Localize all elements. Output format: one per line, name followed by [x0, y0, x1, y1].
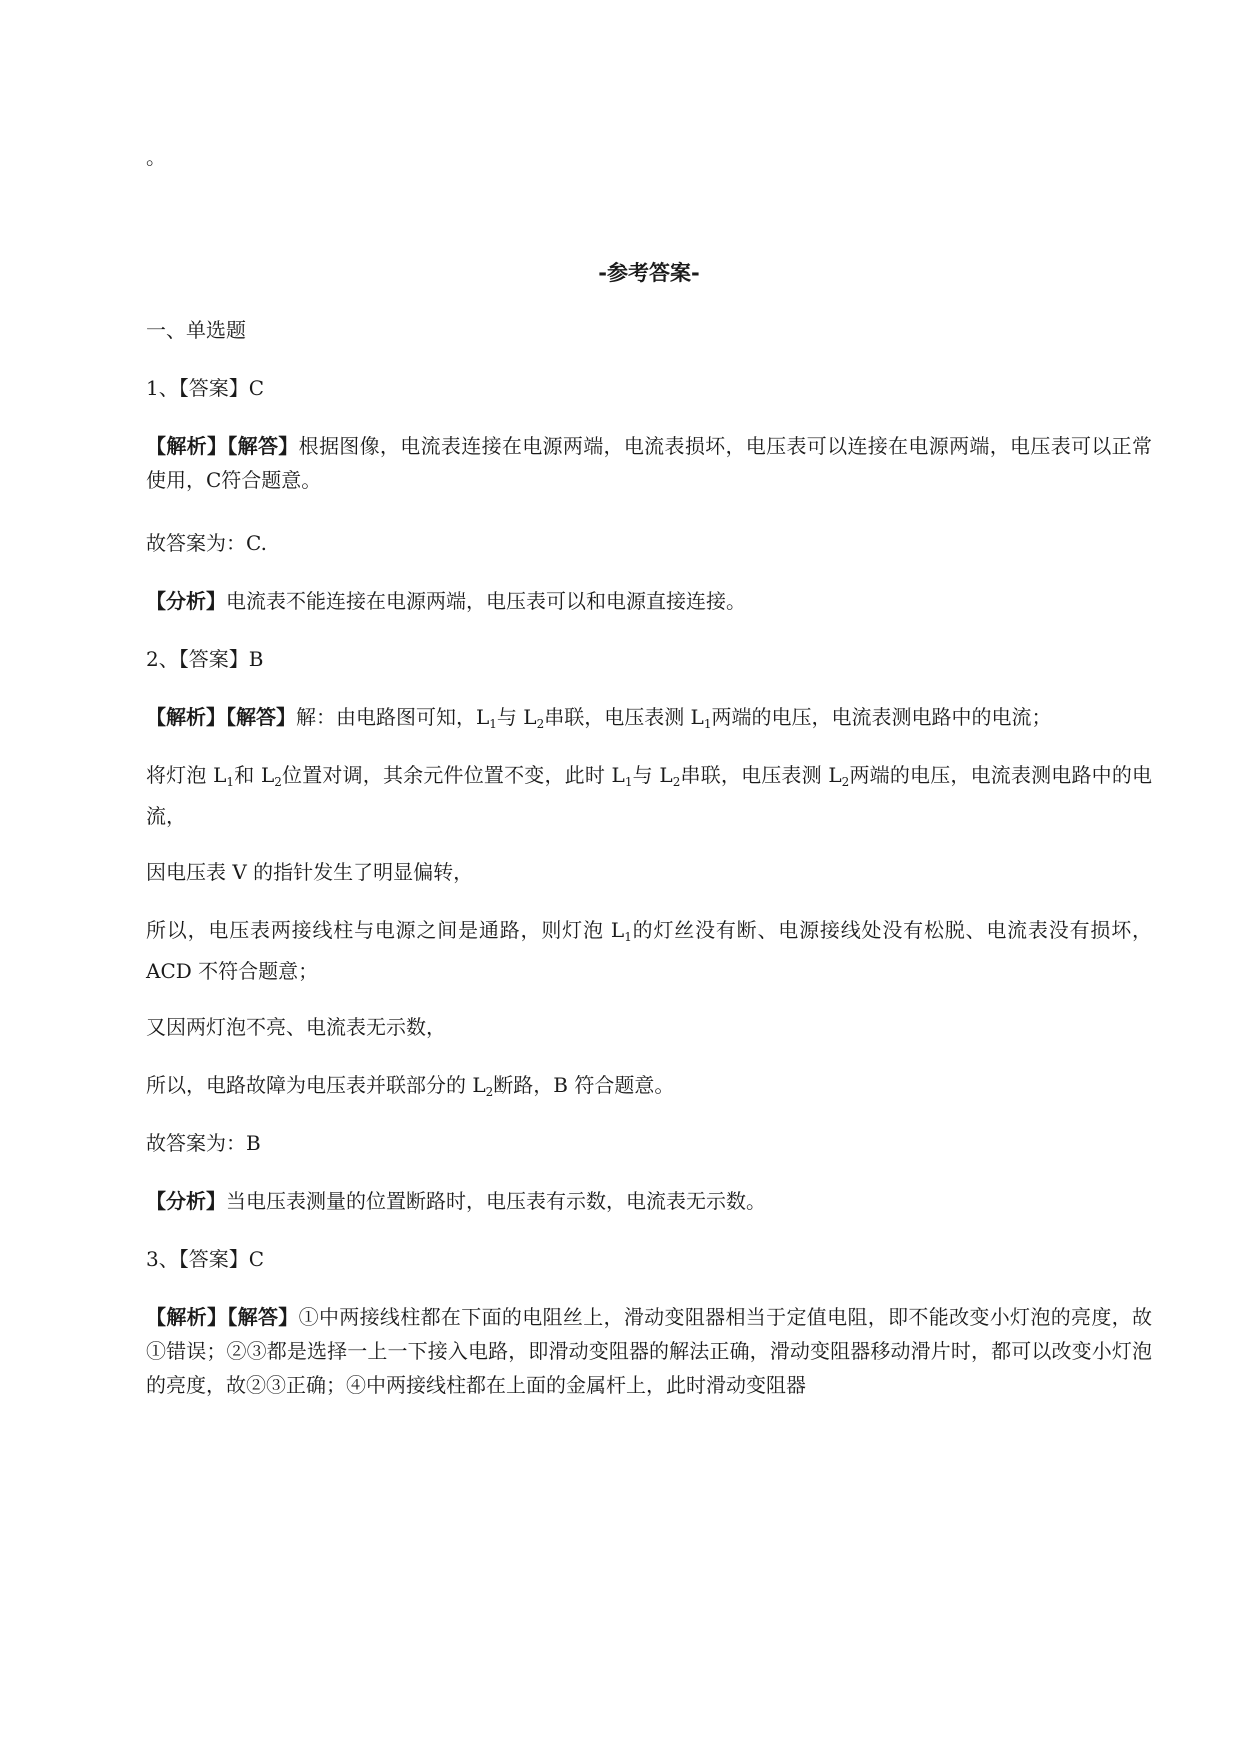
- q2-analysis-line-2: [146, 758, 1152, 833]
- q2-analysis-tag: 【解析】【解答】: [146, 705, 296, 729]
- section-heading: 一、单选题: [146, 318, 246, 342]
- q2-l2-sub-a: 1: [226, 775, 235, 789]
- q3-analysis-text: ①中两接线柱都在下面的电阻丝上，滑动变阻器相当于定值电阻，即不能改变小灯泡的亮度，故①错误；②③都是选择一上一下接入电路，即滑动变阻器的解法正确，滑动变阻器移动滑片时，都可以改变小灯泡的亮度，故②③正确；④中两接线柱都在上面的金属杆上，此时滑动变阻器: [146, 1305, 1153, 1397]
- q2-l2-text-b: 和 L: [234, 763, 275, 787]
- q2-l1-text-c: 串联，电压表测 L: [544, 705, 704, 729]
- q2-l4-text-a: 所以，电压表两接线柱与电源之间是通路，则灯泡 L: [146, 918, 625, 942]
- q1-analysis-text: 根据图像，电流表连接在电源两端，电流表损坏，电压表可以连接在电源两端，电压表可以正常使用，C符合题意。: [146, 434, 1153, 492]
- q2-l2-text-d: 与 L: [632, 763, 673, 787]
- q1-answer: 1、【答案】C: [146, 376, 265, 400]
- q1-summary: [146, 584, 746, 618]
- q2-l4-sub-a: 1: [624, 930, 632, 944]
- q2-summary-tag: 【分析】: [146, 1189, 226, 1213]
- q3-analysis-tag: 【解析】【解答】: [146, 1305, 299, 1329]
- q2-l2-text-a: 将灯泡 L: [146, 763, 227, 787]
- q2-l6-text-a: 所以，电路故障为电压表并联部分的 L: [146, 1073, 486, 1097]
- q1-conclusion: 故答案为：C.: [146, 531, 267, 555]
- q2-analysis-line-4: [146, 913, 1152, 988]
- q2-l1-sub-c: 1: [703, 717, 712, 731]
- q2-l6-sub-a: 2: [485, 1085, 494, 1099]
- q3-answer: 3、【答案】C: [146, 1247, 265, 1271]
- q2-l6-text-b: 断路，B 符合题意。: [493, 1073, 675, 1097]
- q2-summary-text: 当电压表测量的位置断路时，电压表有示数，电流表无示数。: [226, 1189, 766, 1213]
- q2-l1-sub-a: 1: [489, 717, 497, 731]
- q2-l1-text-d: 两端的电压，电流表测电路中的电流；: [711, 705, 1052, 729]
- q2-analysis-line-1: [146, 700, 1051, 741]
- q2-l2-sub-d: 2: [672, 775, 681, 789]
- q1-summary-tag: 【分析】: [146, 589, 226, 613]
- q2-l2-sub-b: 2: [274, 775, 282, 789]
- q2-l2-sub-e: 2: [841, 775, 850, 789]
- q2-answer: 2、【答案】B: [146, 647, 264, 671]
- q2-summary: [146, 1184, 766, 1218]
- stray-mark: 。: [146, 145, 166, 169]
- q2-analysis-line-3: 因电压表 V 的指针发生了明显偏转，: [146, 860, 474, 884]
- q2-l4-text-b: 的灯丝没有断、电源接线处没有松脱、电流表没有损坏，ACD 不符合题意；: [146, 918, 1153, 983]
- q2-conclusion: 故答案为：B: [146, 1131, 261, 1155]
- q1-analysis-tag: 【解析】【解答】: [146, 434, 299, 458]
- q2-l2-sub-c: 1: [624, 775, 633, 789]
- q2-l1-text-b: 与 L: [496, 705, 537, 729]
- q2-analysis-line-6: [146, 1068, 674, 1109]
- q2-l1-sub-b: 2: [536, 717, 545, 731]
- q2-l2-text-f: 两端的电压，电流表测电路中的电流，: [146, 763, 1153, 828]
- q1-analysis: [146, 429, 1152, 497]
- q1-summary-text: 电流表不能连接在电源两端，电压表可以和电源直接连接。: [226, 589, 746, 613]
- q2-l2-text-c: 位置对调，其余元件位置不变，此时 L: [281, 763, 625, 787]
- q2-analysis-line-5: 又因两灯泡不亮、电流表无示数，: [146, 1015, 446, 1039]
- q3-analysis: [146, 1300, 1152, 1402]
- section-title: -参考答案-: [598, 261, 700, 285]
- q2-l2-text-e: 串联，电压表测 L: [680, 763, 842, 787]
- q2-l1-text-a: 解：由电路图可知，L: [296, 705, 490, 729]
